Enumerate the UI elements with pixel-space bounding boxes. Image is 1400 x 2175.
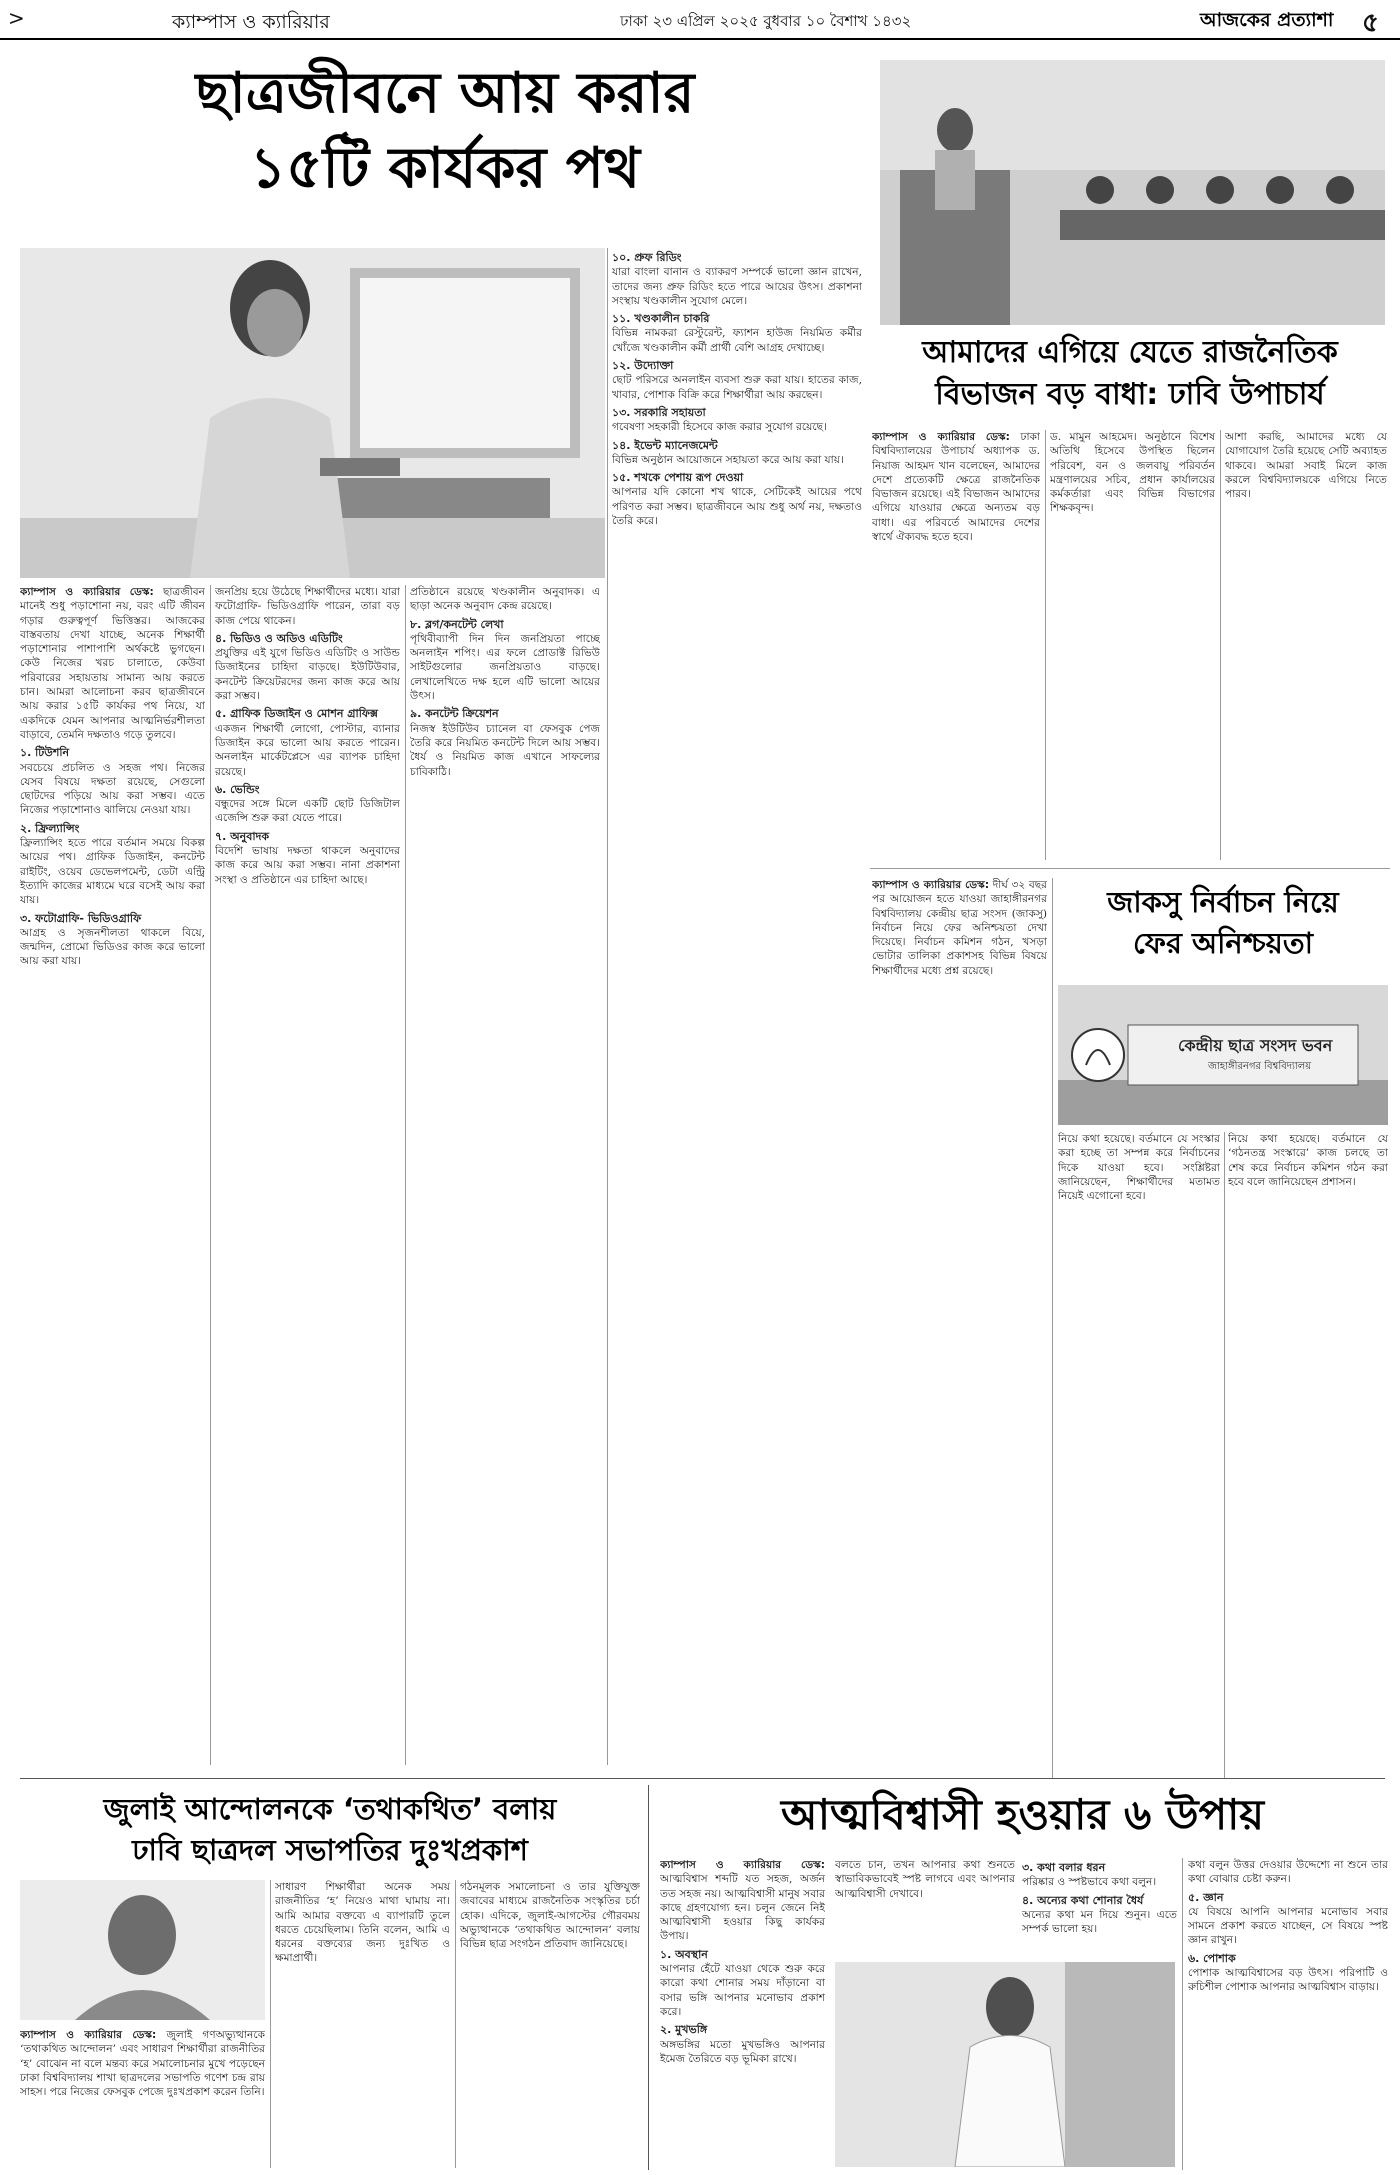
article1-col2-para2: প্রযুক্তির এই যুগে ভিডিও এডিটিং ও সাউন্ড ডিজাইনের চাহিদা বাড়ছে। ইউটিউবার, কনটেন্ট ক্রিয়েটরদের জন্য কাজ করে আয় করা সম্ভব। (215, 647, 400, 703)
article2-col1 (872, 430, 1040, 860)
article3-col2 (1058, 1132, 1220, 1778)
article1-sub-9: ৯. কনটেন্ট ক্রিয়েশন (410, 707, 499, 721)
article1-col3-para1: প্রতিষ্ঠানে রয়েছে খণ্ডকালীন অনুবাদক। এ ছাড়া অনেক অনুবাদ কেন্দ্র রয়েছে। (410, 586, 600, 613)
student-at-computer-image (20, 248, 605, 578)
article3-col3-text: নিয়ে কথা হয়েছে। বর্তমানে যে ‘গঠনতন্ত্র সংস্কারে’ কাজ চলছে তা শেষ করে নির্বাচন কমিশন গঠন করা হবে বলে জানিয়েছেন প্রশাসন। (1228, 1133, 1388, 1188)
article2-col3-text: আশা করছি, আমাদের মধ্যে যে যোগাযোগ তৈরি হয়েছে সেটি অব্যাহত থাকবে। আমরা সবাই মিলে কাজ করলে বিশ্ববিদ্যালয়কে এগিয়ে নিতে পারব। (1225, 431, 1387, 501)
article3-col3 (1228, 1132, 1388, 1778)
article4-headline (20, 1792, 640, 1868)
article1-headline-line1: ছাত্রজীবনে আয় করার (195, 61, 695, 126)
article1-headline (20, 60, 870, 202)
article1-col3-para3: নিজস্ব ইউটিউব চ্যানেল বা ফেসবুক পেজ তৈরি করে নিয়মিত কনটেন্ট দিলে আয় সম্ভব। ধৈর্য ও নিয়মিত কাজ এখানে সাফল্যের চাবিকাঠি। (410, 722, 600, 778)
article1-sub-10: ১০. প্রুফ রিডিং (612, 251, 682, 264)
article5-col2-para3: অন্যের কথা মন দিয়ে শুনুন। এতে সম্পর্ক ভালো হয়। (1022, 1908, 1177, 1936)
article4-col3 (460, 1880, 640, 2168)
article1-sub-12: ১২. উদ্যোক্তা (612, 359, 674, 373)
article1-col4-para5: বিভিন্ন অনুষ্ঠান আয়োজনে সহায়তা করে আয় করা যায়। (612, 453, 844, 466)
article1-sub-15: ১৫. শখকে পেশায় রূপ দেওয়া (612, 471, 744, 485)
article1-sub-13: ১৩. সরকারি সহায়তা (612, 405, 706, 419)
article1-col-rule-2 (405, 585, 406, 1765)
article1-col1-para4: আগ্রহ ও সৃজনশীলতা থাকলে বিয়ে, জন্মদিন, প্রোমো ভিডিওর কাজ করে ভালো আয় করা যায়। (20, 926, 205, 968)
article3-col-rule-1 (1052, 878, 1053, 1778)
article2-byline: ক্যাম্পাস ও ক্যারিয়ার ডেস্ক: (872, 431, 1010, 443)
article2-col-rule-2 (1220, 430, 1221, 860)
article3-headline (1058, 885, 1388, 961)
article1-sub-2: ২. ফ্রিল্যান্সিং (20, 821, 80, 835)
article1-sub-3: ৩. ফটোগ্রাফি- ভিডিওগ্রাফি (20, 911, 142, 925)
article2-headline-line2: বিভাজন বড় বাধা: ঢাবি উপাচার্য (935, 377, 1325, 412)
article5-sub-4: ৪. অন্যের কথা শোনার ধৈর্য (1022, 1893, 1144, 1907)
article4-photo (20, 1880, 265, 2020)
chhatradal-president-portrait-image (20, 1880, 265, 2020)
article2-photo (880, 60, 1385, 325)
page-number: ৫ (1362, 8, 1379, 38)
article5-col3-para3: পোশাক আত্মবিশ্বাসের বড় উৎস। পরিপাটি ও রুচিশীল পোশাক আপনার আত্মবিশ্বাস বাড়ায়। (1188, 1967, 1388, 1994)
article3-col-rule-2 (1224, 1132, 1225, 1778)
article5-sub-6: ৬. পোশাক (1188, 1951, 1236, 1965)
paper-logo: আজকের প্রত্যাশা (1200, 9, 1334, 31)
article3-col1-text: দীর্ঘ ৩২ বছর পর আয়োজন হতে যাওয়া জাহাঙ্গীরনগর বিশ্ববিদ্যালয় কেন্দ্রীয় ছাত্র সংসদ (জাকসু) নির্বাচন নিয়ে ফের অনিশ্চয়তা দেখা দিয়েছে। নির্বাচন কমিশন গঠন, খসড়া ভোটার তালিকা প্রকাশসহ বিভিন্ন বিষয়ে শিক্ষার্থীদের মধ্যে প্রশ্ন রয়েছে। (872, 879, 1047, 977)
article1-headline-line2: ১৫টি কার্যকর পথ (249, 136, 641, 202)
article1-col4-para6: আপনার যদি কোনো শখ থাকে, সেটিকেই আয়ের পথে পরিণত করা সম্ভব। ছাত্রজীবনে আয় শুধু অর্থ নয়, দক্ষতাও তৈরি করে। (612, 486, 862, 528)
article1-col2-para4: বন্ধুদের সঙ্গে মিলে একটি ছোট ডিজিটাল এজেন্সি শুরু করা যেতে পারে। (215, 798, 400, 825)
article1-sub-4: ৪. ভিডিও ও অডিও এডিটিং (215, 631, 343, 645)
article4-col1-text: জুলাই গণঅভ্যুত্থানকে ‘তথাকথিত আন্দোলন’ এবং সাধারণ শিক্ষার্থীরা রাজনীতির ‘হ’ বোঝেন না বলে মন্তব্য করে সমালোচনার মুখে পড়েছেন ঢাকা বিশ্ববিদ্যালয় শাখা ছাত্রদলের সভাপতি গণেশ চন্দ্র রায় সাহস। পরে নিজের ফেসবুক পেজে দুঃখপ্রকাশ করেন তিনি। (20, 2029, 265, 2099)
article2-headline (870, 335, 1390, 413)
article4-col2-text: সাধারণ শিক্ষার্থীরা অনেক সময় রাজনীতির ‘হ’ নিয়েও মাথা ঘামায় না। আমি আমার বক্তব্যে এ ব্যাপারটি তুলে ধরতে চেয়েছিলাম। তিনি বলেন, আমি এ ধরনের বক্তব্যের জন্য দুঃখিত ও ক্ষমাপ্রার্থী। (275, 1881, 450, 1965)
article5-col2-text: বলতে চান, তখন আপনার কথা শুনতে স্বাভাবিকভাবেই স্পষ্ট লাগবে এবং আপনার আত্মবিশ্বাসী দেখাবে। (835, 1859, 1015, 1900)
article3-byline: ক্যাম্পাস ও ক্যারিয়ার ডেস্ক: (872, 879, 990, 891)
article1-col2 (215, 585, 400, 1765)
article1-sub-7: ৭. অনুবাদক (215, 829, 270, 843)
article1-sub-5: ৫. গ্রাফিক ডিজাইন ও মোশন গ্রাফিক্স (215, 707, 378, 721)
article3-photo-subcaption: জাহাঙ্গীরনগর বিশ্ববিদ্যালয় (1208, 1061, 1312, 1072)
article1-sub-6: ৬. ভেন্ডিং (215, 782, 260, 796)
article1-col1-para3: ফ্রিল্যান্সিং হতে পারে বর্তমান সময়ে বিকল্প আয়ের পথ। গ্রাফিক ডিজাইন, কনটেন্ট রাইটিং, ওয়েব ডেভেলপমেন্ট, ডেটা এন্ট্রি ইত্যাদি কাজের মাধ্যমে ঘরে বসেই আয় করা যায়। (20, 837, 205, 907)
article5-col3-para2: যে বিষয়ে আপনি আপনার মনোভাব সবার সামনে প্রকাশ করতে যাচ্ছেন, সে বিষয়ে স্পষ্ট জ্ঞান রাখুন। (1188, 1905, 1388, 1947)
article4-col3-text: গঠনমূলক সমালোচনা ও তার যুক্তিযুক্ত জবাবের মাধ্যমে রাজনৈতিক সংস্কৃতির চর্চা হোক। এদিকে, জুলাই-আগস্টের গৌরবময় অভ্যুত্থানকে ‘তথাকথিত আন্দোলন’ বলায় বিভিন্ন ছাত্র সংগঠন প্রতিবাদ জানিয়েছে। (460, 1881, 640, 1951)
article5-col3 (1188, 1858, 1388, 2170)
dateline: ঢাকা ২৩ এপ্রিল ২০২৫ বুধবার ১০ বৈশাখ ১৪৩২ (620, 12, 912, 30)
article5-col3-text: কথা বলুন উত্তর দেওয়ার উদ্দেশ্যে না শুনে তার কথা বোঝার চেষ্টা করুন। (1188, 1859, 1388, 1886)
article2-bottom-rule (870, 868, 1390, 869)
article5-col1 (660, 1858, 825, 2170)
article4-headline-line1: জুলাই আন্দোলনকে ‘তথাকথিত’ বলায় (103, 1792, 557, 1826)
article4-col-rule-1 (270, 1880, 271, 2168)
article5-photo (835, 1962, 1175, 2167)
article5-sub-5: ৫. জ্ঞান (1188, 1890, 1224, 1904)
article5-sub-1: ১. অবস্থান (660, 1947, 708, 1961)
mid-page-rule (20, 1778, 1385, 1779)
article1-col3-para2: পৃথিবীব্যাপী দিন দিন জনপ্রিয়তা পাচ্ছে অনলাইন শপিং। এর ফলে প্রোডাক্ট রিভিউ সাইটগুলোর জনপ্রিয়তাও বাড়ছে। লেখালেখিতে দক্ষ হলে এটি ভালো আয়ের উৎস। (410, 632, 600, 703)
article4-col2 (275, 1880, 450, 2168)
article2-col2 (1050, 430, 1215, 860)
article1-col4-para4: গবেষণা সহকারী হিসেবে কাজ করার সুযোগ রয়েছে। (612, 421, 827, 434)
article5-col1-para3: অঙ্গভঙ্গির মতো মুখভঙ্গিও আপনার ইমেজ তৈরিতে বড় ভূমিকা রাখে। (660, 2038, 825, 2065)
article5-sub-3: ৩. কথা বলার ধরন (1022, 1861, 1106, 1874)
article3-col2-text: নিয়ে কথা হয়েছে। বর্তমানে যে সংস্কার করা হচ্ছে তা সম্পন্ন করে নির্বাচনের দিকে যাওয়া হবে। সংশ্লিষ্টরা জানিয়েছেন, শিক্ষার্থীদের মতামত নিয়েই এগোনো হবে। (1058, 1133, 1220, 1203)
article5-col2 (835, 1858, 1015, 1958)
article5-byline: ক্যাম্পাস ও ক্যারিয়ার ডেস্ক: (660, 1859, 825, 1871)
article2-col2-text: ড. মামুন আহমেদ। অনুষ্ঠানে বিশেষ অতিথি হিসেবে উপস্থিত ছিলেন পরিবেশ, বন ও জলবায়ু পরিবর্তন মন্ত্রণালয়ের সচিব, প্রধান কার্যালয়ের কর্মকর্তারা এবং বিভিন্ন বিভাগের শিক্ষকবৃন্দ। (1050, 431, 1215, 515)
vc-speech-image (880, 60, 1385, 325)
article1-sub-1: ১. টিউশনি (20, 746, 70, 760)
article2-col1-text: ঢাকা বিশ্ববিদ্যালয়ের উপাচার্য অধ্যাপক ড. নিয়াজ আহমদ খান বলেছেন, আমাদের দেশে প্রত্যেকটি ক্ষেত্রে রাজনৈতিক বিভাজন রয়েছে। এই বিভাজন আমাদের এগিয়ে যাওয়ার ক্ষেত্রে অন্যতম বড় বাধা। এর পরিবর্তে আমাদের দেশের স্বার্থে ঐক্যবদ্ধ হতে হবে। (872, 431, 1040, 544)
article5-sub-2: ২. মুখভঙ্গি (660, 2023, 708, 2037)
article3-headline-line2: ফের অনিশ্চয়তা (1133, 925, 1313, 960)
article1-sub-14: ১৪. ইভেন্ট ম্যানেজমেন্ট (612, 438, 718, 452)
article5-col1-text: আত্মবিশ্বাস শব্দটি যত সহজ, অর্জন তত সহজ নয়। আত্মবিশ্বাসী মানুষ সবার কাছে গ্রহণযোগ্য হন। চলুন জেনে নিই আত্মবিশ্বাসী হওয়ার কিছু কার্যকর উপায়। (660, 1873, 825, 1943)
article1-col1 (20, 585, 205, 1765)
article3-col1 (872, 878, 1047, 1778)
article1-photo (20, 248, 605, 578)
article4-col1 (20, 2028, 265, 2168)
article1-col2-para5: বিদেশি ভাষায় দক্ষতা থাকলে অনুবাদের কাজ করে আয় করা সম্ভব। নানা প্রকাশনা সংস্থা ও প্রতিষ্ঠানে এর চাহিদা আছে। (215, 845, 400, 886)
article1-col4-para2: বিভিন্ন নামকরা রেস্টুরেন্ট, ফ্যাশন হাউজ নিয়মিত কর্মীর খোঁজে খণ্ডকালীন কর্মী প্রার্থী বেশি আগ্রহ দেখাচ্ছে। (612, 327, 862, 354)
article4-col-rule-2 (455, 1880, 456, 2168)
article2-col-rule-1 (1045, 430, 1046, 860)
article1-col1-para2: সবচেয়ে প্রচলিত ও সহজ পথ। নিজের যেসব বিষয়ে দক্ষতা রয়েছে, সেগুলো ছোটদের পড়িয়ে আয় করা সম্ভব। এতে নিজের পড়াশোনাও ঝালিয়ে নেওয়া যায়। (20, 761, 205, 817)
article1-col-rule-3 (607, 248, 608, 1765)
masthead-rule (0, 38, 1400, 40)
article5-col2-para2: পরিষ্কার ও স্পষ্টভাবে কথা বলুন। (1022, 1876, 1157, 1889)
confident-woman-image (835, 1962, 1175, 2167)
article1-col2-para1: জনপ্রিয় হয়ে উঠেছে শিক্ষার্থীদের মধ্যে। যারা ফটোগ্রাফি- ভিডিওগ্রাফি পারেন, তারা বড় কাজ পেয়ে থাকেন। (215, 586, 400, 627)
article5-headline: আত্মবিশ্বাসী হওয়ার ৬ উপায় (780, 1790, 1265, 1839)
article1-col3 (410, 585, 600, 1765)
section-label: ক্যাম্পাস ও ক্যারিয়ার (172, 11, 330, 33)
article4-byline: ক্যাম্পাস ও ক্যারিয়ার ডেস্ক: (20, 2029, 157, 2041)
article5-col2b (1022, 1858, 1177, 1958)
article1-col4 (612, 248, 862, 1765)
article2-col3 (1225, 430, 1387, 860)
article5-col1-para2: আপনার হেঁটে যাওয়া থেকে শুরু করে কারো কথা শোনার সময় দাঁড়ানো বা বসার ভঙ্গি আপনার মনোভাব প্রকাশ করে। (660, 1963, 825, 2018)
article5-col-rule (1182, 1858, 1183, 2170)
article1-intro: ছাত্রজীবন মানেই শুধু পড়াশোনা নয়, বরং এটি জীবন গড়ার গুরুত্বপূর্ণ ভিত্তিস্তর। আজকের বাস্তবতায় দেখা যাচ্ছে, অনেক শিক্ষার্থী পড়াশোনার পাশাপাশি অর্থকষ্টে ভুগছেন। কেউ নিজের খরচ চালাতে, কেউবা পরিবারের সহায়তায় সামান্য আয় করতে চান। আমরা আলোচনা করব ছাত্রজীবনে আয় করার ১৫টি কার্যকর পথ নিয়ে, যা একদিকে যেমন আপনার আত্মনির্ভরশীলতা বাড়াবে, তেমনি দক্ষতাও গড়ে তুলবে। (20, 586, 205, 741)
article4-headline-line2: ঢাবি ছাত্রদল সভাপতির দুঃখপ্রকাশ (132, 1832, 528, 1867)
article2-headline-line1: আমাদের এগিয়ে যেতে রাজনৈতিক (922, 335, 1338, 370)
arrow-icon: > (8, 6, 25, 30)
article4-article5-rule (648, 1785, 649, 2170)
article1-byline: ক্যাম্পাস ও ক্যারিয়ার ডেস্ক: (20, 586, 154, 598)
article3-photo-caption: কেন্দ্রীয় ছাত্র সংসদ ভবন (1178, 1036, 1333, 1055)
article1-sub-11: ১১. খণ্ডকালীন চাকরি (612, 312, 710, 326)
article3-headline-line1: জাকসু নির্বাচন নিয়ে (1107, 885, 1339, 919)
article1-col4-para3: ছোট পরিসরে অনলাইন ব্যবসা শুরু করা যায়। হাতের কাজ, খাবার, পোশাক বিক্রি করে শিক্ষার্থীরা আয় করছেন। (612, 374, 862, 401)
article3-photo (1058, 985, 1388, 1125)
article1-col4-para1: যারা বাংলা বানান ও ব্যাকরণ সম্পর্কে ভালো জ্ঞান রাখেন, তাদের জন্য প্রুফ রিডিং হতে পারে আয়ের উৎস। প্রকাশনা সংস্থায় খণ্ডকালীন সুযোগ মেলে। (612, 266, 862, 307)
article1-col2-para3: একজন শিক্ষার্থী লোগো, পোস্টার, ব্যানার ডিজাইন করে ভালো আয় করতে পারেন। অনলাইন মার্কেটপ্লেসে এর ব্যাপক চাহিদা রয়েছে। (215, 722, 400, 778)
article1-sub-8: ৮. ব্লগ/কনটেন্ট লেখা (410, 617, 504, 631)
article1-col-rule-1 (210, 585, 211, 1765)
